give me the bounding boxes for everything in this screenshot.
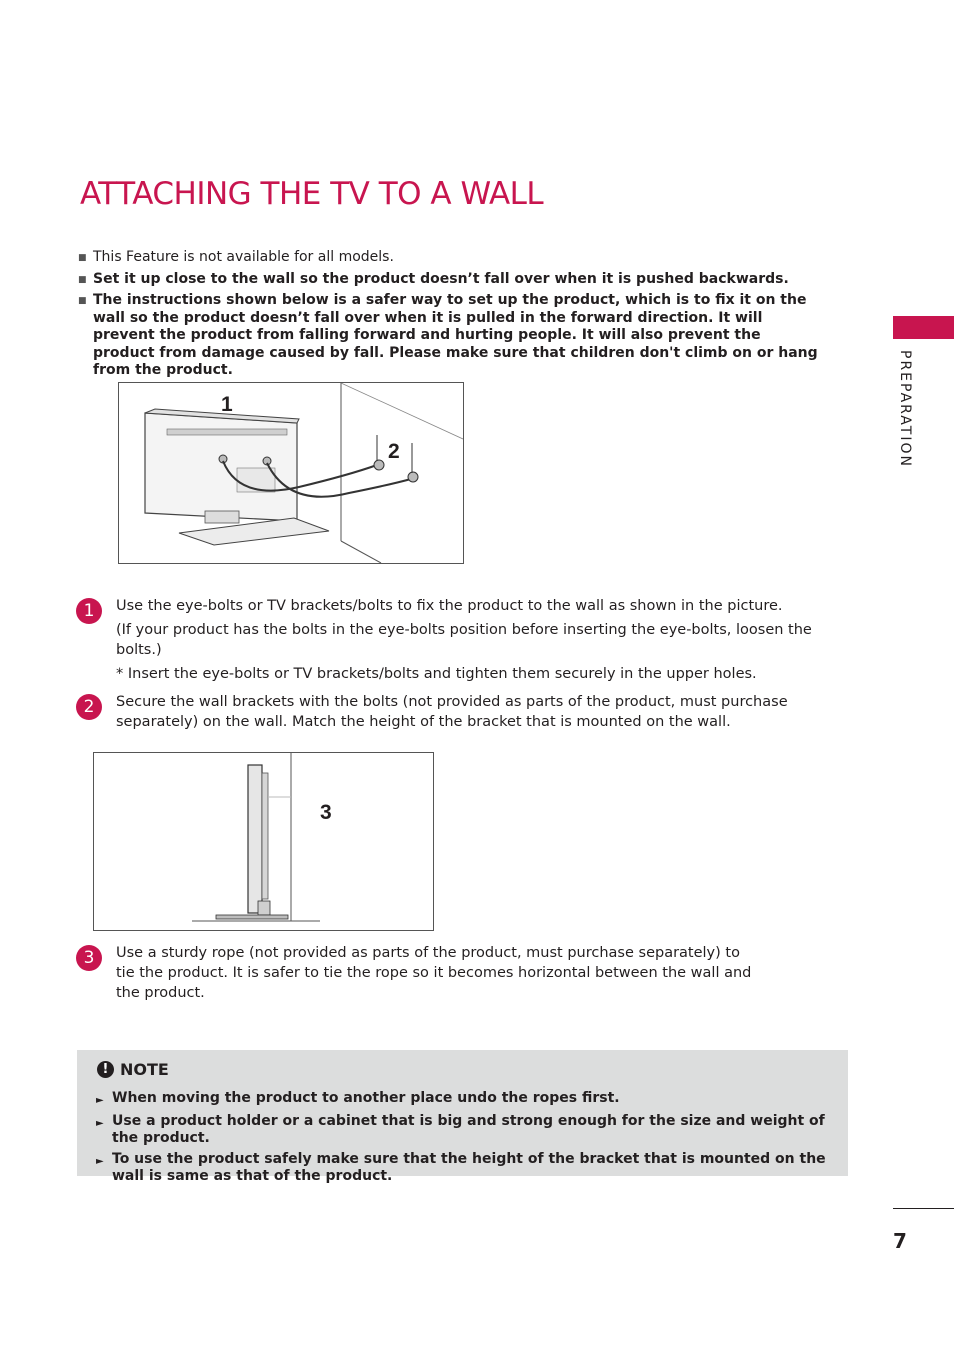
note-item-text: Use a product holder or a cabinet that is big and strong enough for the size and weight of the product. <box>112 1113 825 1146</box>
intro-bullet-list <box>78 249 818 383</box>
note-list <box>96 1090 841 1189</box>
arrow-bullet-icon: ► <box>96 1095 104 1106</box>
note-title: NOTE <box>120 1060 169 1079</box>
square-bullet-icon: ■ <box>78 296 87 306</box>
square-bullet-icon: ■ <box>78 253 87 263</box>
exclamation-icon: ! <box>97 1061 114 1078</box>
intro-bullet-text: The instructions shown below is a safer way to set up the product, which is to fix it on the wall so the product doesn’t fall over when it is pulled in the forward direction. It will prevent the product from falling forward and hurting people. It will also prevent the product from damage caused by fall. Please make sure that children don't climb on or hang from the product. <box>93 292 818 378</box>
page-number-rule <box>893 1208 954 1209</box>
arrow-bullet-icon: ► <box>96 1156 104 1167</box>
note-item-text: When moving the product to another place undo the ropes first. <box>112 1090 620 1106</box>
step-text: (If your product has the bolts in the eye-bolts position before inserting the eye-bolts, loosen the bolts.) <box>116 622 812 658</box>
step-number-badge: 2 <box>76 694 102 720</box>
step-text: * Insert the eye-bolts or TV brackets/bolts and tighten them securely in the upper holes. <box>116 666 757 682</box>
step-body <box>116 943 756 1007</box>
note-item <box>96 1090 841 1109</box>
step-item <box>76 943 846 1007</box>
arrow-bullet-icon: ► <box>96 1118 104 1129</box>
side-view-illustration <box>93 752 434 931</box>
intro-bullet <box>78 271 818 290</box>
section-tab-label: PREPARATION <box>897 350 913 468</box>
callout-label: 1 <box>221 393 233 416</box>
step-item <box>76 596 846 688</box>
intro-bullet-text: This Feature is not available for all models. <box>93 249 394 265</box>
step-number-badge: 1 <box>76 598 102 624</box>
note-item <box>96 1113 841 1147</box>
step-number-badge: 3 <box>76 945 102 971</box>
step-text: Use the eye-bolts or TV brackets/bolts to fix the product to the wall as shown in the picture. <box>116 598 783 614</box>
step-text: Use a sturdy rope (not provided as parts of the product, must purchase separately) to tie the product. It is safer to tie the rope so it becomes horizontal between the wall and the product. <box>116 945 752 1001</box>
intro-bullet-text: Set it up close to the wall so the product doesn’t fall over when it is pushed backwards. <box>93 270 789 287</box>
note-box <box>77 1050 848 1184</box>
page-title: ATTACHING THE TV TO A WALL <box>80 176 544 212</box>
callout-label: 2 <box>388 440 400 463</box>
step-item <box>76 692 846 736</box>
page-number: 7 <box>893 1229 907 1253</box>
note-header <box>97 1060 169 1079</box>
intro-bullet <box>78 292 818 380</box>
tv-side-profile-drawing <box>94 753 433 930</box>
step-body <box>116 596 846 688</box>
eye-bolt-illustration <box>118 382 464 564</box>
tv-wall-attachment-drawing <box>119 383 463 563</box>
note-item-text: To use the product safely make sure that the height of the bracket that is mounted on the wall is same as that of the product. <box>112 1151 826 1184</box>
intro-bullet <box>78 249 818 268</box>
section-tab-marker <box>893 316 954 339</box>
step-text: Secure the wall brackets with the bolts (not provided as parts of the product, must purchase separately) on the wall. Match the height of the bracket that is mounted on the wall. <box>116 694 788 730</box>
callout-label: 3 <box>320 801 332 824</box>
step-body <box>116 692 846 736</box>
square-bullet-icon: ■ <box>78 274 87 285</box>
note-item <box>96 1151 841 1185</box>
